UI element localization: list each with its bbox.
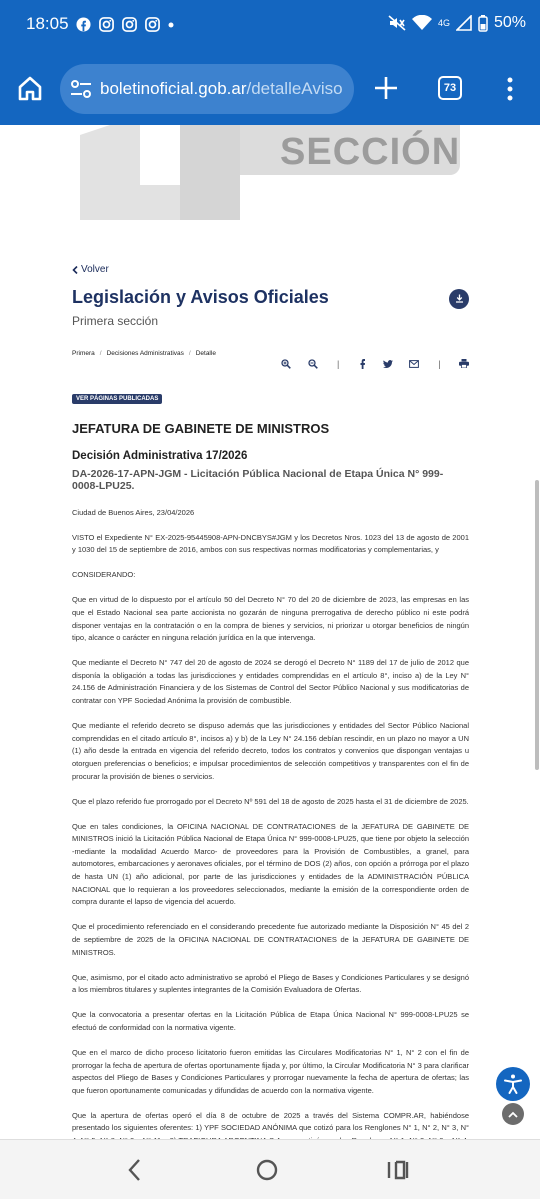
instagram-notification-icon (145, 17, 160, 32)
page-title: Legislación y Avisos Oficiales (72, 286, 329, 307)
paragraph: CONSIDERANDO: (72, 570, 136, 580)
signal-icon (456, 15, 472, 31)
share-email-button[interactable] (408, 358, 420, 370)
facebook-notification-icon (76, 17, 91, 32)
recents-nav-icon[interactable] (385, 1157, 411, 1183)
breadcrumb-separator: / (188, 349, 191, 357)
url-text (100, 79, 343, 99)
instagram-notification-icon (122, 17, 137, 32)
zoom-in-button[interactable] (280, 358, 292, 370)
download-icon (455, 294, 464, 303)
zoom-out-icon (308, 359, 318, 369)
back-nav-icon[interactable] (122, 1157, 148, 1183)
network-label: 4G (437, 18, 450, 28)
wifi-icon (412, 15, 432, 31)
decision-title: Decisión Administrativa 17/2026 (72, 449, 248, 462)
paragraph: Que en tales condiciones, la OFICINA NACIONAL DE CONTRATACIONES de la JEFATURA DE GABINETE DE MINISTROS inició la Licitación Pública Nacional de Etapa Única N° 999-0008-LPU25, que tiene por objeto la selección -mediante la modalidad Acuerdo Marco- de proveedores para la Provisión de Combustibles, a granel, para automotores, embarcaciones y aeronaves oficiales, por el término de DOS (2) años, con opción a prórroga por el plazo de hasta UN (1) año adicional, por parte de las jurisdicciones y entidades de la ADMINISTRACIÓN PÚBLICA NACIONAL que lo requieran a los proveedores seleccionados, mediante la emisión de la correspondiente orden de compra durante el lapso de vigencia del acuerdo. (72, 821, 469, 907)
email-icon (409, 360, 419, 368)
back-label: Volver (81, 264, 109, 275)
more-vert-icon[interactable] (500, 76, 520, 102)
tune-icon[interactable] (70, 79, 92, 99)
more-notifications-dot-icon (168, 22, 174, 28)
instagram-notification-icon (99, 17, 114, 32)
print-icon (459, 359, 469, 368)
paragraph: Que, asimismo, por el citado acto administrativo se aprobó el Pliego de Bases y Condiciones Particulares y se designó a los miembros titulares y suplentes integrantes de la Comisión Evaluadora de Ofertas. (72, 972, 469, 995)
print-button[interactable] (458, 358, 470, 370)
breadcrumb-item-primera[interactable]: Primera (72, 349, 95, 357)
battery-level: 50% (493, 14, 526, 31)
download-button[interactable] (449, 289, 469, 309)
article-toolbar (72, 350, 469, 384)
home-icon[interactable] (16, 74, 44, 102)
paragraph: Que en virtud de lo dispuesto por el artículo 50 del Decreto N° 70 del 20 de diciembre de 2023, las empresas en las que el Estado Nacional sea parte accionista no gozarán de ninguna prerrogativa de derecho público ni este podrá disponer ventajas en la contratación o en la compra de bienes y servicios, ni priorizar u otorgar beneficios de ningún tipo, alcance o carácter en ninguna relación jurídica en la que intervenga. (72, 595, 469, 643)
accessibility-icon (502, 1073, 524, 1095)
address-bar[interactable] (60, 64, 354, 114)
decision-code: DA-2026-17-APN-JGM - Licitación Pública Nacional de Etapa Única N° 999-0008-LPU25. (72, 467, 444, 492)
paragraph: Que el plazo referido fue prorrogado por el Decreto Nº 591 del 18 de agosto de 2025 hasta el 31 de diciembre de 2025. (72, 796, 469, 806)
paragraph: Que mediante el referido decreto se dispuso además que las jurisdicciones y entidades del Sector Público Nacional comprendidas en el citado artículo 8°, incisos a) y b) de la Ley N° 24.156 debían rescindir, en un plazo no mayor a UN (1) año desde la entrada en vigencia del referido decreto, todos los contratos y convenios que dispongan ventajas u otorguen preferencias o beneficios; e impulsar procedimientos de selección competitivos y transparentes con el fin de procurar la provisión de bienes o servicios. (72, 721, 469, 781)
notification-icons (76, 17, 174, 32)
zoom-in-icon (281, 359, 291, 369)
chevron-up-icon (508, 1111, 518, 1118)
view-published-pages-button[interactable]: VER PÁGINAS PUBLICADAS (72, 394, 162, 404)
paragraph: Que la convocatoria a presentar ofertas en la Licitación Pública de Etapa Única Nacional N° 999-0008-LPU25 se efectuó de conformidad con la normativa vigente. (72, 1010, 469, 1032)
status-time: 18:05 (26, 14, 69, 33)
zoom-out-button[interactable] (307, 358, 319, 370)
share-facebook-button[interactable] (356, 358, 368, 370)
url-path: /detalleAviso (246, 79, 343, 98)
system-icons (388, 14, 526, 32)
section-label: SECCIÓN (280, 131, 460, 173)
notice-body (72, 507, 469, 1161)
article-actions (280, 358, 470, 370)
facebook-icon (359, 359, 366, 369)
breadcrumb-item-decisiones[interactable]: Decisiones Administrativas (106, 349, 184, 357)
paragraph: Que la apertura de ofertas operó el día 8 de octubre de 2025 a través del Sistema COMPR.AR, habiéndose presentado los siguientes oferentes: 1) YPF SOCIEDAD ANÓNIMA que cotizó para los Renglones N° 1, N° 2, N° 3, N° (72, 1110, 469, 1133)
share-twitter-button[interactable] (382, 358, 394, 370)
twitter-icon (383, 360, 393, 368)
toolbar-divider: | (438, 358, 441, 369)
back-link[interactable] (72, 264, 109, 275)
browser-toolbar (0, 52, 540, 125)
toolbar-divider: | (337, 358, 340, 369)
plus-icon[interactable] (372, 74, 400, 102)
url-host: boletinoficial.gob.ar (100, 79, 247, 98)
scroll-top-button[interactable] (502, 1103, 524, 1125)
accessibility-button[interactable] (496, 1067, 530, 1101)
paragraph: Que mediante el Decreto N° 747 del 20 de agosto de 2024 se derogó el Decreto N° 1189 del 17 de julio de 2012 que disponía la obligación a todas las jurisdicciones y entidades comprendidas en el artículo 8°, inciso a) de la Ley N° 24.156 de Administración Financiera y de los Sistemas de Control del Sector Público Nacional y sus modificatorias de contratar con YPF Sociedad Anónima la provisión de combustible. (72, 658, 469, 706)
page-subtitle: Primera sección (72, 313, 159, 328)
paragraph: VISTO el Expediente N° EX-2025-95445908-APN-DNCBYS#JGM y los Decretos Nros. 1023 del 13 de agosto de 2001 y 1030 del 15 de septiembre de 2016, ambos con sus respectivas normas modificatorias y complementarias, y (72, 532, 469, 555)
breadcrumb (72, 350, 216, 357)
breadcrumb-item-detalle: Detalle (195, 349, 216, 357)
battery-icon (478, 15, 488, 32)
system-navigation-bar (0, 1139, 540, 1199)
breadcrumb-separator: / (99, 349, 102, 357)
tab-switcher-button[interactable]: 73 (438, 76, 462, 100)
mute-icon (388, 15, 406, 31)
title-row (72, 287, 469, 328)
chevron-left-icon (72, 266, 78, 274)
scrollbar-thumb[interactable] (535, 480, 539, 770)
status-bar (0, 0, 540, 52)
section-banner (80, 125, 460, 220)
notice-content (72, 260, 469, 1173)
paragraph: Que el procedimiento referenciado en el considerando precedente fue autorizado mediante la Disposición N° 45 del 2 de septiembre de 2025 de la OFICINA NACIONAL DE CONTRATACIONES de la JEFATURA DE GABINETE DE MINISTROS. (72, 922, 469, 957)
paragraph: Ciudad de Buenos Aires, 23/04/2026 (72, 507, 195, 517)
home-nav-icon[interactable] (254, 1157, 280, 1183)
organism-title: JEFATURA DE GABINETE DE MINISTROS (72, 420, 330, 436)
paragraph: Que en el marco de dicho proceso licitatorio fueron emitidas las Circulares Modificatorias N° 1, N° 2 con el fin de prorrogar la fecha de apertura de ofertas oportunamente fijada y, por último, la Circular Modificatoria N° 3 para clarificar aspectos del Pliego de Bases y Condiciones Particulares y prorrogar nuevamente la fecha de apertura de ofertas; las que fueron oportunamente comunicadas y difundidas de acuerdo con la normativa vigente. (72, 1048, 469, 1095)
